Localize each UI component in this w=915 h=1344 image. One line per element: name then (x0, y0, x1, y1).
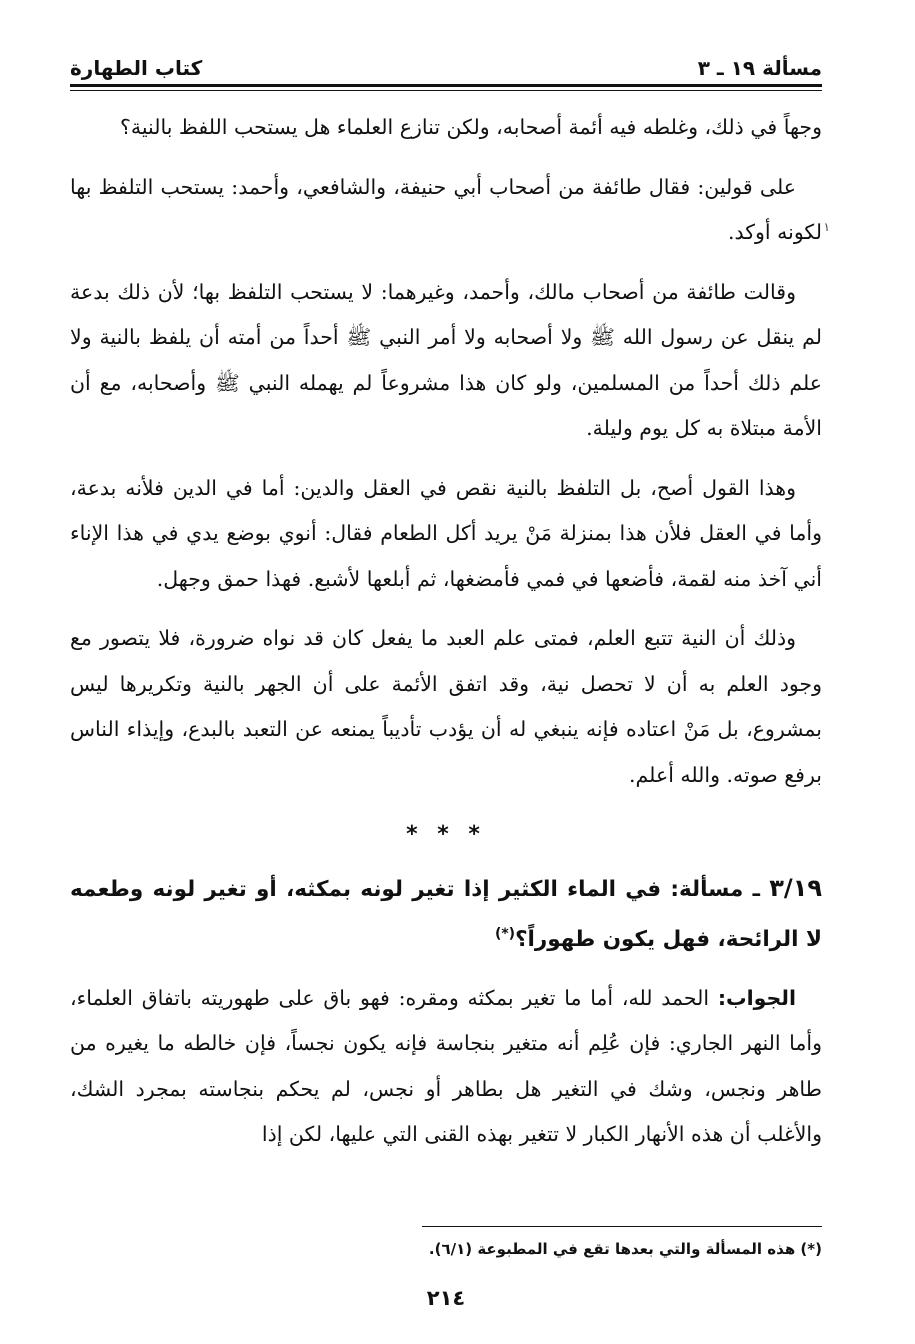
issue-title-text: ـ مسألة: في الماء الكثير إذا تغير لونه بمكثه، أو تغير لونه وطعمه لا الرائحة، فهل يكون طهوراً؟ (70, 876, 822, 952)
answer-lead: الجواب: (717, 985, 796, 1010)
main-text (70, 105, 822, 1158)
section-separator: * * * (406, 822, 486, 847)
issue-heading (70, 866, 822, 962)
footnote-rule (422, 1226, 822, 1227)
paragraph-5: وذلك أن النية تتبع العلم، فمتى علم العبد ما يفعل كان قد نواه ضرورة، فلا يتصور مع وجود العلم به أن لا تحصل نية، وقد اتفق الأئمة على أن الجهر بالنية وتكريرها ليس بمشروع، بل مَنْ اعتاده فإنه ينبغي له أن يؤدب تأديباً يمنعه عن التعبد بالبدع، وإيذاء الناس برفع صوته. والله أعلم. (70, 626, 822, 787)
paragraph-1: وجهاً في ذلك، وغلطه فيه أئمة أصحابه، ولكن تنازع العلماء هل يستحب اللفظ بالنية؟ (119, 115, 822, 139)
paragraph-3: وقالت طائفة من أصحاب مالك، وأحمد، وغيرهما: لا يستحب التلفظ بها؛ لأن ذلك بدعة لم ينقل عن رسول الله ﷺ ولا أصحابه ولا أمر النبي ﷺ أحداً من أمته أن يلفظ بالنية ولا علم ذلك أحداً من المسلمين، ولو كان هذا مشروعاً لم يهمله النبي ﷺ وأصحابه، مع أن الأمة مبتلاة به كل يوم وليلة. (70, 279, 822, 440)
footnote-marker: (*) (494, 925, 516, 942)
book-page (70, 40, 830, 1330)
footnote: (*) هذه المسألة والتي بعدها تقع في المطبوعة (٦/١). (428, 1240, 822, 1258)
margin-mark: ١ (823, 220, 830, 234)
header-double-rule (70, 84, 822, 91)
book-title: كتاب الطهارة (70, 56, 203, 80)
answer-text: الحمد لله، أما ما تغير بمكثه ومقره: فهو باق على طهوريته باتفاق العلماء، وأما النهر الجاري: فإن عُلِم أنه متغير بنجاسة فإنه يكون نجساً، فإن خالطه ما يغيره من طاهر ونجس، وشك في التغير هل بطاهر أو نجس، لم يحكم بنجاسته بمجرد الشك، والأغلب أن هذه الأنهار الكبار لا تتغير بهذه القنى التي عليها، لكن إذا (70, 985, 822, 1147)
answer-paragraph (70, 976, 822, 1158)
page-number: ٢١٤ (426, 1286, 466, 1310)
paragraph-4: وهذا القول أصح، بل التلفظ بالنية نقص في العقل والدين: أما في الدين فلأنه بدعة، وأما في العقل فلأن هذا بمنزلة مَنْ يريد أكل الطعام فقال: أنوي بوضع يدي في هذا الإناء أني آخذ منه لقمة، فأضعها في فمي فأمضغها، ثم أبلعها لأشبع. فهذا حمق وجهل. (70, 475, 822, 591)
issue-reference: مسألة ١٩ ـ ٣ (697, 56, 822, 80)
running-header (70, 40, 822, 80)
issue-number: ٣/١٩ (769, 873, 822, 902)
paragraph-2: على قولين: فقال طائفة من أصحاب أبي حنيفة، والشافعي، وأحمد: يستحب التلفظ بها لكونه أوكد. (70, 174, 822, 244)
